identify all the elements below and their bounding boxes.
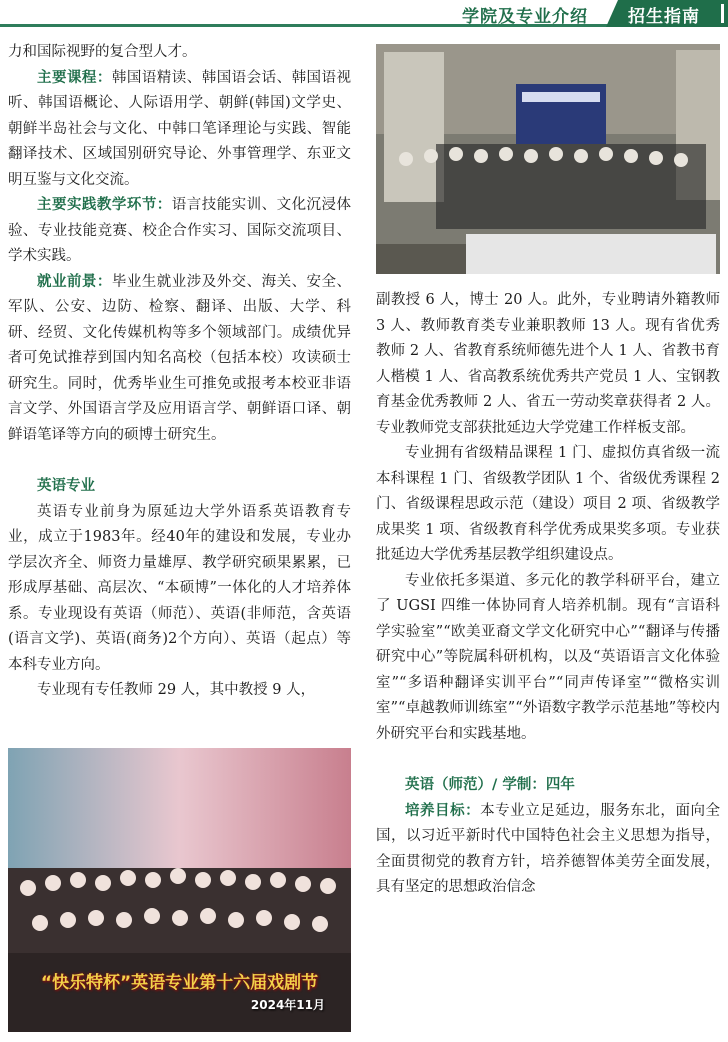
paragraph-english-faculty: 专业现有专任教师 29 人，其中教授 9 人，	[37, 682, 316, 698]
right-column	[376, 288, 720, 901]
paragraph-intro-tail: 力和国际视野的复合型人才。	[8, 44, 197, 60]
english-major-heading: 英语专业	[37, 478, 95, 494]
courses-label: 主要课程：	[37, 69, 112, 86]
english-normal-heading: 英语（师范）/ 学制：四年	[405, 777, 575, 793]
paragraph-courses-awards: 专业拥有省级精品课程 1 门、虚拟仿真省级一流本科课程 1 门、省级教学团队 1 个、省级优秀课程 2 门、省级课程思政示范（建设）项目 2 项、省级教学成果奖 1 项、省级教育科学优秀成果奖多项。专业获批延边大学优秀基层教学组织建设点。	[376, 445, 720, 563]
paragraph-faculty-continued: 副教授 6 人，博士 20 人。此外，专业聘请外籍教师 3 人、教师教育类专业兼职教师 13 人。现有省优秀教师 2 人、省教育系统师德先进个人 1 人、省教书育人楷模 1 人、省高教系统优秀共产党员 1 人、宝钢教育基金优秀教师 2 人、省五一劳动奖章获得者 2 人。专业教师党支部获批延边大学党建工作样板支部。	[376, 292, 720, 436]
courses-text: 韩国语精读、韩国语会话、韩国语视听、韩国语概论、人际语用学、朝鲜(韩国)文学史、朝鲜半岛社会与文化、中韩口笔译理论与实践、智能翻译技术、区域国别研究导论、外事管理学、东亚文明互鉴与文化交流。	[8, 69, 351, 188]
paragraph-employment	[8, 270, 351, 449]
employment-label: 就业前景：	[37, 273, 112, 290]
group-photo-classroom	[376, 44, 720, 274]
drama-festival-date: 2024年11月	[250, 998, 325, 1012]
group-photo-classroom-image	[376, 44, 720, 274]
goal-label: 培养目标：	[405, 802, 481, 819]
paragraph-research-platforms: 专业依托多渠道、多元化的教学科研平台，建立了 UGSI 四维一体协同育人培养机制。现有“言语科学实验室”“欧美亚裔文学文化研究中心”“翻译与传播研究中心”等院属科研机构，以及“英语语言文化体验室”“多语种翻译实训平台”“同声传译室”“微格实训室”“卓越教师训练室”“外语数字教学示范基地”等校内外研究平台和实践基地。	[376, 572, 720, 742]
header-guide-title: 招生指南	[628, 7, 700, 27]
section-gap	[8, 448, 351, 474]
paragraph-training-goal	[376, 799, 720, 901]
paragraph-english-history: 英语专业前身为原延边大学外语系英语教育专业，成立于1983年。经40年的建设和发展，专业办学层次齐全、师资力量雄厚、教学研究硕果累累，已形成厚基础、高层次、“本硕博”一体化的人才培养体系。专业现设有英语（师范）、英语(非师范，含英语(语言文学)、英语(商务)2个方向）、英语（起点）等本科专业方向。	[8, 503, 351, 673]
paragraph-practice	[8, 193, 351, 270]
drama-festival-photo	[8, 748, 351, 1032]
header-bar-mark	[721, 4, 724, 23]
practice-text: 语言技能实训、文化沉浸体验、专业技能竞赛、校企合作实习、国际交流项目、学术实践。	[8, 197, 352, 264]
goal-text: 本专业立足延边，服务东北，面向全国，以习近平新时代中国特色社会主义思想为指导，全面贯彻党的教育方针，培养德智体美劳全面发展，具有坚定的思想政治信念	[376, 802, 720, 895]
left-column	[8, 40, 351, 704]
employment-text: 毕业生就业涉及外交、海关、安全、军队、公安、边防、检察、翻译、出版、大学、科研、经贸、文化传媒机构等多个领域部门。成绩优异者可免试推荐到国内知名高校（包括本校）攻读硕士研究生。同时，优秀毕业生可推免或报考本校亚非语言文学、外国语言学及应用语言学、朝鲜语口译、朝鲜语笔译等方向的硕博士研究生。	[8, 273, 351, 443]
paragraph-courses	[8, 66, 351, 194]
drama-festival-caption: “快乐特杯”英语专业第十六届戏剧节	[40, 973, 319, 993]
section-gap	[376, 747, 720, 773]
header-section-title: 学院及专业介绍	[462, 7, 588, 27]
practice-label: 主要实践教学环节：	[37, 197, 172, 213]
